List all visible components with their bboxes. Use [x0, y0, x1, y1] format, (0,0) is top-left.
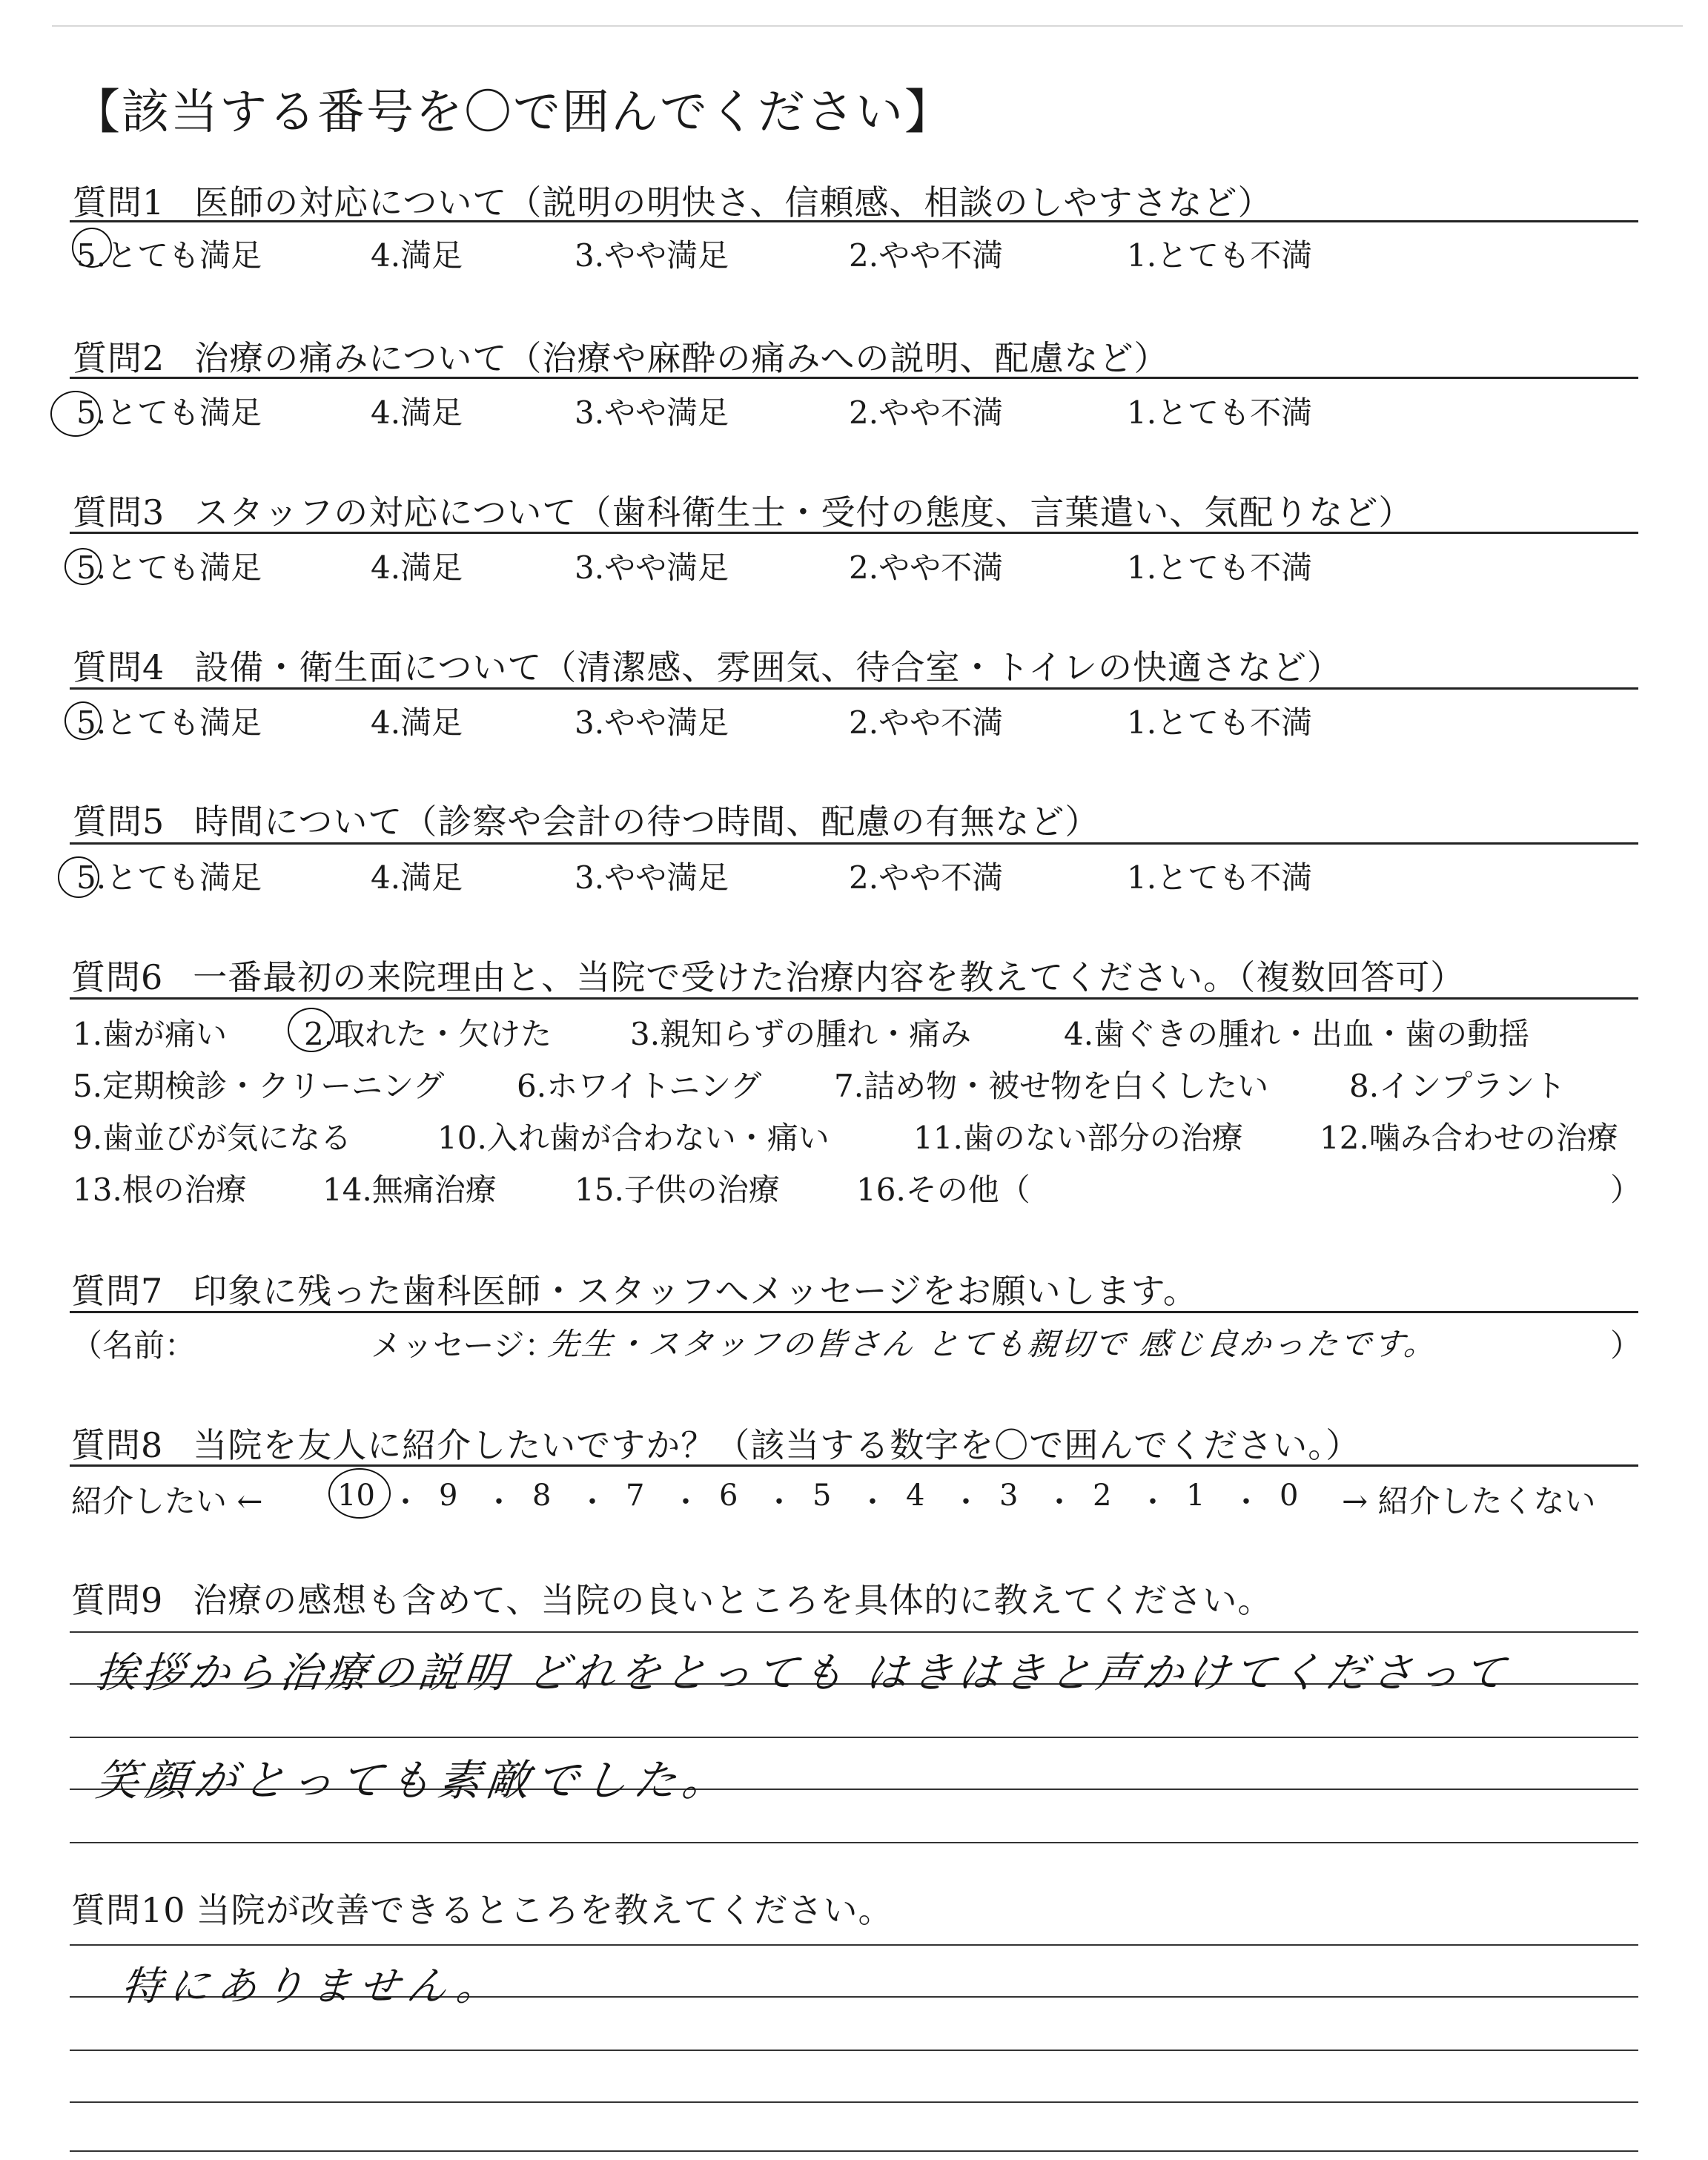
q4-option-5[interactable]: 5.とても満足 [76, 704, 262, 741]
q8-scale-10[interactable]: 10 [337, 1479, 375, 1513]
q6-heading [71, 951, 1465, 1000]
q7-message-handwritten[interactable]: 先生・スタッフの皆さん とても親切で 感じ良かったです。 [546, 1326, 1440, 1362]
q8-separator: ・ [764, 1485, 794, 1519]
q8-separator: ・ [951, 1485, 981, 1519]
q10-text: 当院が改善できるところを教えてください。 [196, 1890, 893, 1930]
q2-option-4[interactable]: 4.満足 [371, 394, 463, 431]
q2-option-5[interactable]: 5.とても満足 [76, 394, 262, 431]
q8-separator: ・ [671, 1485, 701, 1519]
q9-answer-line-2[interactable]: 笑顔がとっても素敵でした。 [93, 1755, 734, 1806]
q9-label: 質問9 [71, 1580, 164, 1620]
q5-label: 質問5 [73, 802, 165, 842]
q1-label: 質問1 [73, 182, 165, 222]
q3-text: スタッフの対応について（歯科衛生士・受付の態度、言葉遣い、気配りなど） [194, 492, 1414, 532]
q3-option-1[interactable]: 1.とても不満 [1127, 549, 1313, 586]
q4-option-4[interactable]: 4.満足 [371, 704, 463, 741]
q8-scale-4[interactable]: 4 [906, 1479, 925, 1513]
q8-separator: ・ [1231, 1485, 1261, 1519]
q1-option-2[interactable]: 2.やや不満 [849, 237, 1004, 274]
q3-option-5[interactable]: 5.とても満足 [76, 549, 262, 586]
q1-heading [73, 176, 1273, 225]
q5-option-2[interactable]: 2.やや不満 [849, 859, 1004, 896]
form-title: 【該当する番号を〇で囲んでください】 [73, 85, 953, 140]
q1-option-1[interactable]: 1.とても不満 [1127, 237, 1313, 274]
q7-label: 質問7 [71, 1271, 164, 1311]
q6-option-11[interactable]: 11.歯のない部分の治療 [913, 1120, 1243, 1156]
q6-text: 一番最初の来院理由と、当院で受けた治療内容を教えてください。（複数回答可） [193, 957, 1466, 997]
q10-line-4 [70, 2101, 1638, 2103]
page-top-border [52, 25, 1683, 27]
q6-option-15[interactable]: 15.子供の治療 [575, 1172, 780, 1208]
q2-text: 治療の痛みについて（治療や麻酔の痛みへの説明、配慮など） [194, 338, 1169, 378]
q10-heading [71, 1883, 893, 1932]
q9-text: 治療の感想も含めて、当院の良いところを具体的に教えてください。 [193, 1580, 1273, 1620]
q6-option-8[interactable]: 8.インプラント [1349, 1068, 1566, 1104]
q5-option-1[interactable]: 1.とても不満 [1127, 859, 1313, 896]
q10-line-5 [70, 2150, 1638, 2152]
q9-heading [71, 1573, 1272, 1622]
q9-line-5 [70, 1842, 1638, 1843]
q6-option-16[interactable]: 16.その他（ [856, 1172, 1030, 1208]
q2-label: 質問2 [73, 338, 165, 378]
q1-rule [70, 220, 1638, 222]
q10-line-3 [70, 2050, 1638, 2051]
q7-message-label: メッセージ： [371, 1327, 556, 1364]
q4-text: 設備・衛生面について（清潔感、雰囲気、待合室・トイレの快適さなど） [194, 647, 1343, 687]
q6-option-7[interactable]: 7.詰め物・被せ物を白くしたい [834, 1068, 1269, 1104]
q4-rule [70, 687, 1638, 690]
q8-scale-9[interactable]: 9 [439, 1479, 458, 1513]
q5-text: 時間について（診察や会計の待つ時間、配慮の有無など） [194, 802, 1100, 842]
q8-scale-5[interactable]: 5 [812, 1479, 832, 1513]
q6-other-close-paren: ） [1610, 1172, 1642, 1208]
q7-close-paren: ） [1610, 1327, 1642, 1364]
q6-option-2[interactable]: 2.取れた・欠けた [304, 1016, 552, 1052]
q5-rule [70, 842, 1638, 845]
q3-rule [70, 532, 1638, 534]
q6-option-9[interactable]: 9.歯並びが気になる [73, 1120, 352, 1156]
q6-option-12[interactable]: 12.噛み合わせの治療 [1320, 1120, 1618, 1156]
q5-option-5[interactable]: 5.とても満足 [76, 859, 262, 896]
q6-option-5[interactable]: 5.定期検診・クリーニング [73, 1068, 445, 1104]
q8-separator: ・ [1045, 1485, 1074, 1519]
q8-scale-8[interactable]: 8 [532, 1479, 552, 1513]
q8-heading [71, 1418, 1360, 1467]
q1-option-3[interactable]: 3.やや満足 [575, 237, 729, 274]
q8-separator: ・ [484, 1485, 514, 1519]
q4-option-3[interactable]: 3.やや満足 [575, 704, 729, 741]
q8-separator: ・ [1138, 1485, 1168, 1519]
q7-name-label: （名前： [71, 1327, 196, 1364]
q9-line-3 [70, 1737, 1638, 1738]
q6-option-14[interactable]: 14.無痛治療 [322, 1172, 497, 1208]
q8-text: 当院を友人に紹介したいですか？（該当する数字を〇で囲んでください。） [193, 1425, 1361, 1465]
q6-option-10[interactable]: 10.入れ歯が合わない・痛い [437, 1120, 830, 1156]
q2-option-3[interactable]: 3.やや満足 [575, 394, 729, 431]
q2-option-2[interactable]: 2.やや不満 [849, 394, 1004, 431]
q8-scale-7[interactable]: 7 [626, 1479, 645, 1513]
q8-label: 質問8 [71, 1425, 164, 1465]
q6-label: 質問6 [71, 957, 164, 997]
q10-answer-line-1[interactable]: 特にありません。 [119, 1963, 507, 2009]
q4-option-1[interactable]: 1.とても不満 [1127, 704, 1313, 741]
q4-option-2[interactable]: 2.やや不満 [849, 704, 1004, 741]
q10-line-1 [70, 1944, 1638, 1946]
q8-rule [70, 1464, 1638, 1467]
q8-scale-0[interactable]: 0 [1280, 1479, 1299, 1513]
q8-scale-2[interactable]: 2 [1093, 1479, 1112, 1513]
q8-scale-6[interactable]: 6 [719, 1479, 738, 1513]
q10-label: 質問10 [71, 1890, 186, 1930]
q3-option-2[interactable]: 2.やや不満 [849, 549, 1004, 586]
q9-line-1 [70, 1631, 1638, 1633]
q3-option-3[interactable]: 3.やや満足 [575, 549, 729, 586]
q7-heading [71, 1264, 1198, 1313]
q5-option-3[interactable]: 3.やや満足 [575, 859, 729, 896]
q2-rule [70, 377, 1638, 379]
q8-separator: ・ [858, 1485, 887, 1519]
q1-text: 医師の対応について（説明の明快さ、信頼感、相談のしやすさなど） [194, 182, 1273, 222]
q6-option-6[interactable]: 6.ホワイトニング [517, 1068, 762, 1104]
q8-scale-3[interactable]: 3 [999, 1479, 1019, 1513]
q5-heading [73, 795, 1099, 844]
q4-heading [73, 641, 1342, 690]
q3-heading [73, 486, 1413, 535]
q7-text: 印象に残った歯科医師・スタッフへメッセージをお願いします。 [193, 1271, 1198, 1311]
q2-heading [73, 331, 1168, 380]
q7-rule [70, 1311, 1638, 1313]
q8-scale-1[interactable]: 1 [1186, 1479, 1205, 1513]
q1-option-5[interactable]: 5.とても満足 [76, 237, 262, 274]
q2-option-1[interactable]: 1.とても不満 [1127, 394, 1313, 431]
q6-rule [70, 997, 1638, 1000]
q6-option-4[interactable]: 4.歯ぐきの腫れ・出血・歯の動揺 [1064, 1016, 1530, 1052]
q6-option-13[interactable]: 13.根の治療 [73, 1172, 247, 1208]
q8-separator: ・ [391, 1485, 420, 1519]
q8-right-label: → 紹介したくない [1342, 1483, 1596, 1519]
q8-separator: ・ [577, 1485, 607, 1519]
q6-option-3[interactable]: 3.親知らずの腫れ・痛み [630, 1016, 972, 1052]
q5-option-4[interactable]: 4.満足 [371, 859, 463, 896]
q3-label: 質問3 [73, 492, 165, 532]
q8-left-label: 紹介したい ← [71, 1483, 263, 1519]
q1-option-4[interactable]: 4.満足 [371, 237, 463, 274]
q4-label: 質問4 [73, 647, 165, 687]
q9-answer-line-1[interactable]: 挨拶から治療の説明 どれをとっても はきはきと声かけてくださって [93, 1649, 1512, 1697]
q3-option-4[interactable]: 4.満足 [371, 549, 463, 586]
q6-option-1[interactable]: 1.歯が痛い [73, 1016, 228, 1052]
